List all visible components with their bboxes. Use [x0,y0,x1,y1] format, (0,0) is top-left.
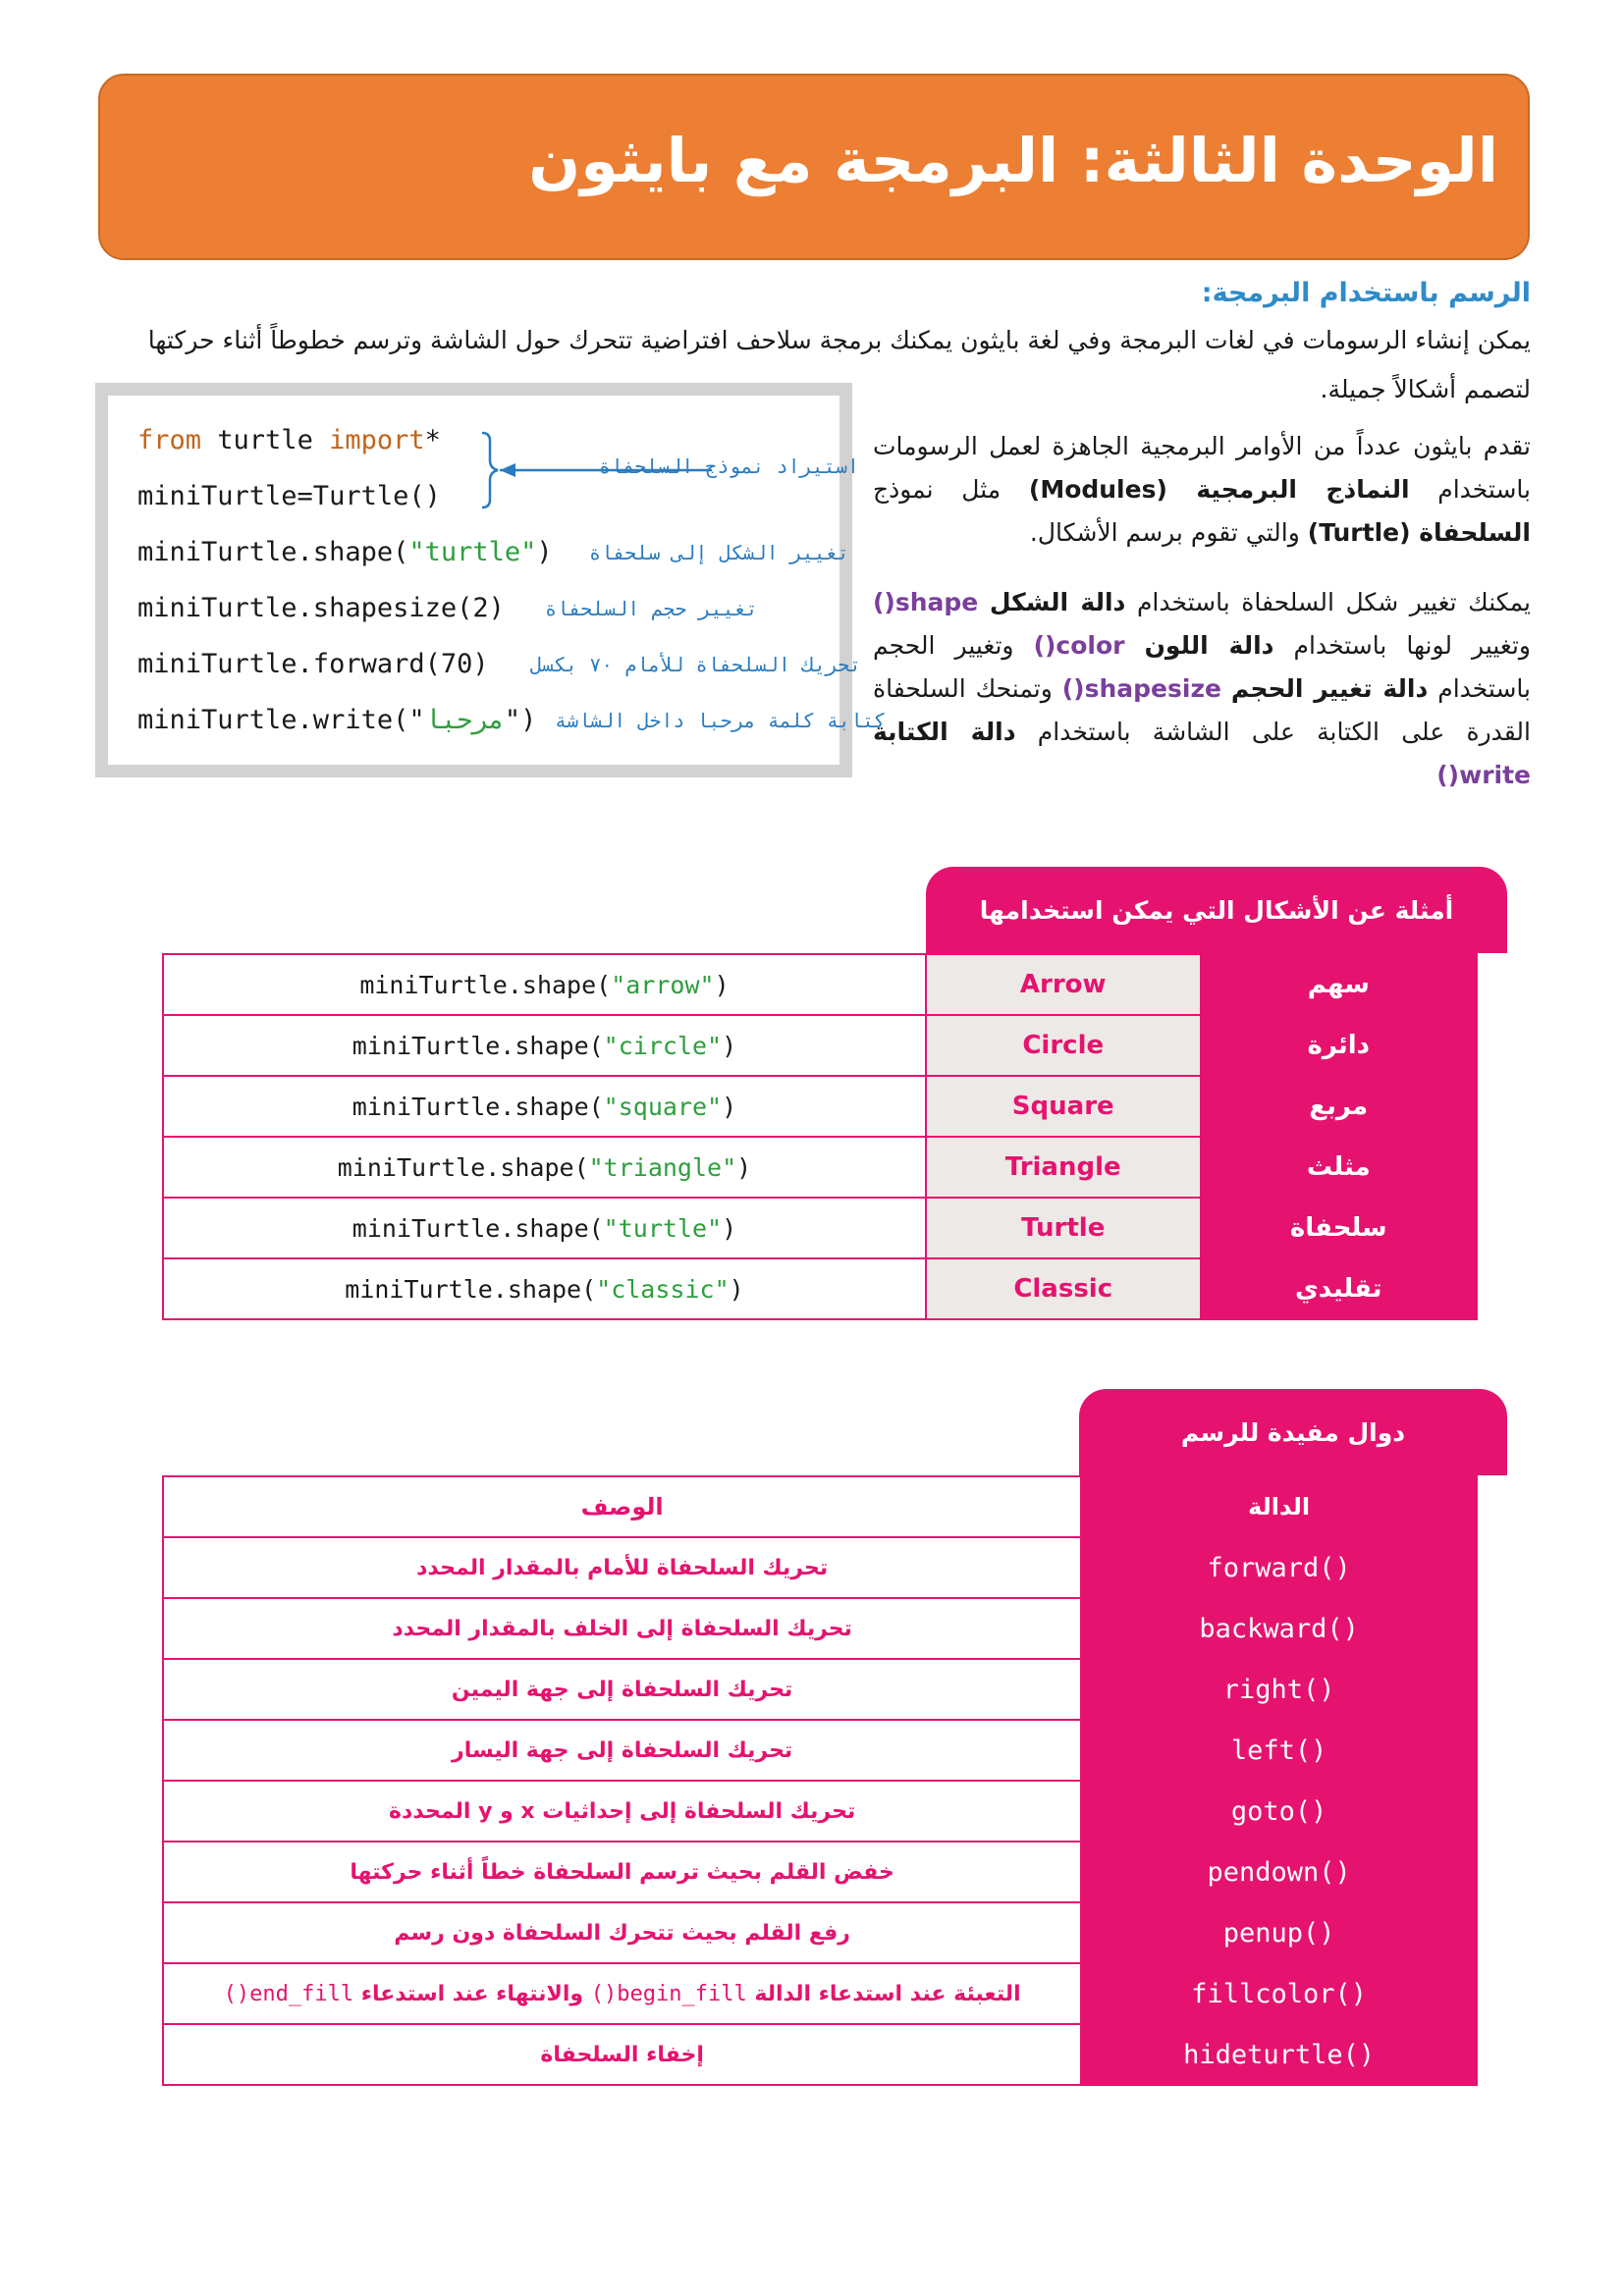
function-description: تحريك السلحفاة إلى جهة اليسار [163,1720,1081,1781]
unit-header [98,74,1530,260]
code-write-string: مرحبا [424,705,505,735]
shape-code-call: miniTurtle.shape( [352,1031,604,1060]
shape-english-cell: Square [926,1076,1201,1137]
function-name: hideturtle() [1081,2024,1477,2085]
function-name: right() [1081,1659,1477,1720]
para2-bold-shapesize: دالة تغيير الحجم [1230,674,1429,703]
shape-code-cell [163,954,926,1015]
table-row [163,1842,1477,1902]
function-name: goto() [1081,1781,1477,1842]
para1-bold-turtle: السلحفاة (Turtle) [1307,518,1531,547]
para2-text-2: وتغيير لونها باستخدام [1273,631,1532,660]
shape-code-string: "arrow" [611,970,715,999]
function-name: fillcolor() [1081,1963,1477,2024]
code-shape-close: ) [536,537,553,567]
table-row [163,954,1477,1015]
shapes-table [162,953,1478,1320]
page-title: الوحدة الثالثة: البرمجة مع بايثون [528,125,1498,196]
keyword-from: from [137,425,202,455]
annotation-import: استيراد نموذج السلحفاة [599,454,859,478]
shape-code-call: miniTurtle.shape( [359,970,612,999]
para2-bold-color: دالة اللون [1144,631,1274,660]
table-row [163,1258,1477,1319]
para2-bold-shape: دالة الشكل [989,588,1126,616]
function-name: backward() [1081,1598,1477,1659]
para2-text-3: وتغيير الحجم باستخدام [873,631,1531,703]
shape-arabic-cell: سهم [1201,954,1478,1015]
function-description: خفض القلم بحيث ترسم السلحفاة خطاً أثناء حركتها [163,1842,1081,1902]
para2-text-1: يمكنك تغيير شكل السلحفاة باستخدام [1125,588,1532,616]
shape-english-cell: Circle [926,1015,1201,1076]
shape-code-call: miniTurtle.shape( [352,1092,604,1121]
shape-arabic-cell: مثلث [1201,1137,1478,1198]
column-header-function: الدالة [1081,1476,1477,1537]
intro-paragraph: يمكن إنشاء الرسومات في لغات البرمجة وفي لغة بايثون يمكنك برمجة سلاحف افتراضية تتحرك حول الشاشة وترسم خطوطاً أثناء حركتها لتصمم أشكالاً جميلة. [147,326,1531,403]
annotation-write: كتابة كلمة مرحبا داخل الشاشة [555,709,887,732]
functions-paragraph [873,581,1531,797]
shape-code-cell [163,1198,926,1258]
code-line-forward: miniTurtle.forward(70) [137,649,489,679]
function-name: penup() [1081,1902,1477,1963]
para1-text-2: مثل نموذج [873,475,1029,504]
para2-code-write: write() [1436,761,1531,789]
table-row [163,2024,1477,2085]
function-description [163,1963,1081,2024]
function-name: pendown() [1081,1842,1477,1902]
para2-text-4: وتمنحك السلحفاة القدرة على الكتابة على الشاشة باستخدام [873,674,1531,746]
module-name: turtle [201,425,330,455]
shape-code-close: ) [722,1213,737,1243]
shape-arabic-cell: دائرة [1201,1015,1478,1076]
fill-desc-part-2: والانتهاء عند استدعاء [360,1981,584,2006]
fill-desc-end-fill: end_fill() [223,1981,354,2006]
import-star: * [424,425,441,455]
para2-bold-write: دالة الكتابة [873,718,1016,746]
shape-code-close: ) [722,1031,737,1060]
code-shape-string: "turtle" [408,537,537,567]
function-description: رفع القلم بحيث تتحرك السلحفاة دون رسم [163,1902,1081,1963]
table-row [163,1902,1477,1963]
shape-code-string: "triangle" [588,1152,737,1182]
shape-code-string: "classic" [596,1274,730,1304]
shape-code-close: ) [729,1274,744,1304]
shape-code-cell [163,1137,926,1198]
shape-code-call: miniTurtle.shape( [345,1274,597,1304]
table-header-row [163,1476,1477,1537]
function-description: تحريك السلحفاة إلى إحداثيات x و y المحددة [163,1781,1081,1842]
section-heading: الرسم باستخدام البرمجة: [1201,278,1531,308]
function-name: forward() [1081,1537,1477,1598]
code-write-close: ") [504,705,537,735]
shape-code-call: miniTurtle.shape( [352,1213,604,1243]
shape-code-string: "turtle" [603,1213,723,1243]
function-name: left() [1081,1720,1477,1781]
para1-text-3: والتي تقوم برسم الأشكال. [1029,518,1308,547]
para1-text-1: تقدم بايثون عدداً من الأوامر البرمجية الجاهزة لعمل الرسومات باستخدام [873,432,1531,504]
code-line-shape [137,537,553,567]
shape-code-call: miniTurtle.shape( [337,1152,589,1182]
para2-code-shape: shape() [873,588,979,616]
annotation-shapesize: تغيير حجم السلحفاة [545,597,758,620]
table-row [163,1198,1477,1258]
function-description: إخفاء السلحفاة [163,2024,1081,2085]
para2-code-color: color() [1033,631,1125,660]
shape-arabic-cell: سلحفاة [1201,1198,1478,1258]
function-description: تحريك السلحفاة للأمام بالمقدار المحدد [163,1537,1081,1598]
shape-english-cell: Arrow [926,954,1201,1015]
shape-code-close: ) [736,1152,752,1182]
fill-desc-begin-fill: begin_fill() [590,1981,747,2006]
table-row [163,1537,1477,1598]
shape-arabic-cell: تقليدي [1201,1258,1478,1319]
functions-table-title: دوال مفيدة للرسم [1079,1389,1507,1475]
keyword-import: import [329,425,425,455]
table-row [163,1015,1477,1076]
code-box [95,383,887,777]
functions-table [162,1475,1478,2086]
shape-code-string: "square" [603,1092,723,1121]
table-row [163,1963,1477,2024]
shape-code-close: ) [722,1092,737,1121]
code-line-shapesize: miniTurtle.shapesize(2) [137,593,505,623]
annotation-shape: تغيير الشكل إلى سلحفاة [589,541,849,564]
shapes-table-title: أمثلة عن الأشكال التي يمكن استخدامها [926,867,1507,953]
function-description: تحريك السلحفاة إلى جهة اليمين [163,1659,1081,1720]
shape-code-cell [163,1015,926,1076]
shape-english-cell: Classic [926,1258,1201,1319]
shape-english-cell: Triangle [926,1137,1201,1198]
table-row [163,1137,1477,1198]
code-write-call: miniTurtle.write(" [137,705,425,735]
code-line-import [137,425,441,455]
code-shape-call: miniTurtle.shape( [137,537,409,567]
shape-code-string: "circle" [603,1031,723,1060]
annotation-forward: تحريك السلحفاة للأمام ٧٠ بكسل [530,653,862,676]
fill-desc-part-1: التعبئة عند استدعاء الدالة [754,1981,1021,2006]
shape-code-cell [163,1076,926,1137]
shape-english-cell: Turtle [926,1198,1201,1258]
para2-code-shapesize: shapesize() [1061,674,1221,703]
function-description: تحريك السلحفاة إلى الخلف بالمقدار المحدد [163,1598,1081,1659]
shape-code-cell [163,1258,926,1319]
code-line-write [137,705,536,735]
shape-code-close: ) [714,970,730,999]
modules-paragraph [873,425,1531,555]
table-row [163,1659,1477,1720]
table-row [163,1076,1477,1137]
table-row [163,1598,1477,1659]
code-line-turtle: miniTurtle=Turtle() [137,481,441,511]
para1-bold-modules: النماذج البرمجية (Modules) [1028,475,1410,504]
table-row [163,1781,1477,1842]
column-header-description: الوصف [163,1476,1081,1537]
shape-arabic-cell: مربع [1201,1076,1478,1137]
table-row [163,1720,1477,1781]
